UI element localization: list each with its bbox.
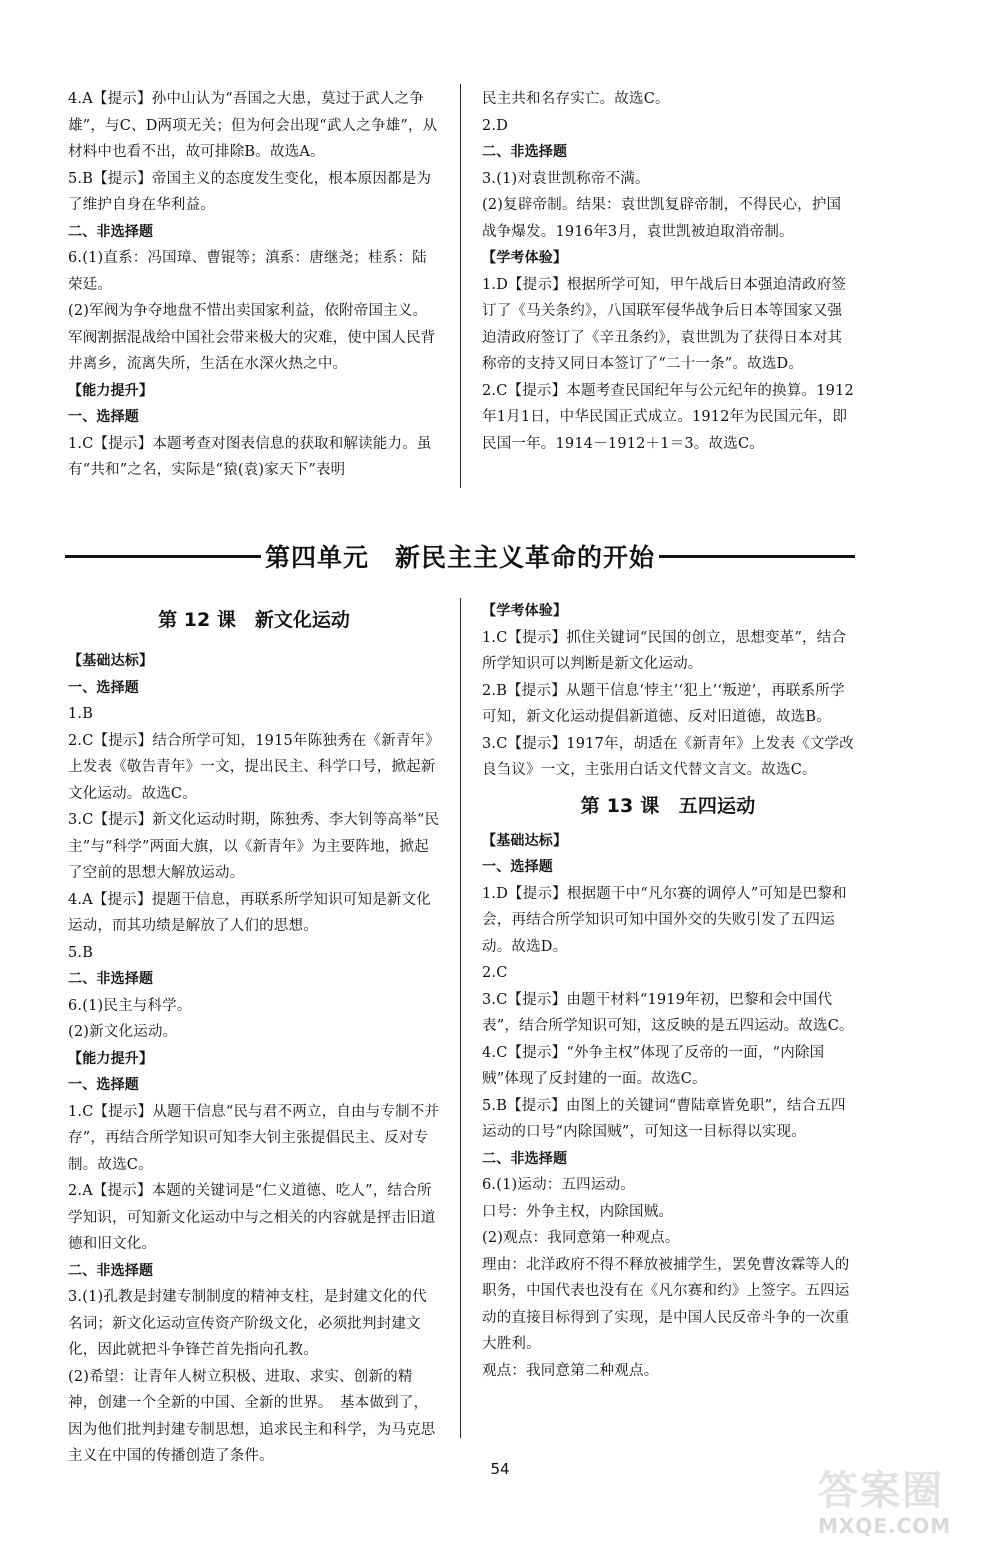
bottom-right-section-a [482,598,854,784]
answer-paragraph: 5.B [68,944,94,961]
section-heading: 二、非选择题 [68,223,154,240]
answer-paragraph: 4.C【提示】“外争主权”体现了反帝的一面，“内除国贼”体现了反封建的一面。故选C。 [482,1044,825,1087]
section-heading: 一、选择题 [68,409,139,425]
column-divider-bottom [460,598,461,1438]
answer-paragraph: 口号：外争主权，内除国贼。 [482,1203,674,1220]
answer-paragraph: 2.C【提示】本题考查民国纪年与公元纪年的换算。1912年1月1日，中华民国正式成立。1912年为民国元年，即民国一年。1914－1912＋1＝3。故选C。 [482,382,854,452]
answer-paragraph: 1.D【提示】根据题干中“凡尔赛的调停人”可知是巴黎和会，再结合所学知识可知中国外交的失败引发了五四运动。故选D。 [482,885,847,955]
section-heading: 【基础达标】 [482,832,568,849]
watermark-domain: MXQE.COM [818,1514,952,1538]
page-number: 54 [490,1460,510,1478]
section-heading: 二、非选择题 [482,144,568,160]
answer-paragraph: 1.D【提示】根据所学可知，甲午战后日本强迫清政府签订了《马关条约》，八国联军侵华战争后日本等国家又强迫清政府签订了《辛丑条约》，袁世凯为了获得日本对其称帝的支持又同日本签订了“二十一条”。故选D。 [482,276,847,372]
answer-paragraph: 1.C【提示】抓住关键词“民国的创立，思想变革”，结合所学知识可以判断是新文化运动。 [482,629,847,672]
answer-paragraph: 3.C【提示】1917年，胡适在《新青年》上发表《文学改良刍议》一文，主张用白话文代替文言文。故选C。 [482,735,854,778]
unit-title: 第四单元 新民主主义革命的开始 [265,543,656,572]
answer-paragraph: 2.D [482,117,509,134]
lesson-13-title: 第 13 课 五四运动 [580,794,756,817]
bottom-left-column [68,648,440,1470]
answer-paragraph: 2.B【提示】从题干信息‘悖主’‘犯上’‘叛逆’，再联系所学可知，新文化运动提倡新道德、反对旧道德，故选B。 [482,682,845,725]
answer-paragraph: 5.B【提示】帝国主义的态度发生变化，根本原因都是为了维护自身在华利益。 [68,170,432,213]
answer-paragraph: 6.(1)运动：五四运动。 [482,1177,635,1193]
section-heading: 【能力提升】 [68,382,154,399]
answer-paragraph: (2)观点：我同意第一种观点。 [482,1230,680,1246]
answer-paragraph: 观点：我同意第二种观点。 [482,1362,659,1379]
answer-paragraph: 民主共和名存实亡。故选C。 [482,91,670,107]
section-heading: 【学考体验】 [482,250,568,266]
answer-paragraph: 6.(1)直系：冯国璋、曹锟等；滇系：唐继尧；桂系：陆荣廷。 [68,250,427,293]
answer-paragraph: (2)复辟帝制。结果：袁世凯复辟帝制，不得民心，护国战争爆发。1916年3月，袁世凯被迫取消帝制。 [482,197,842,240]
watermark-logo-text: 答案圈 [818,1468,944,1514]
answer-paragraph: 3.(1)对袁世凯称帝不满。 [482,170,650,187]
answer-paragraph: 2.C【提示】结合所学可知，1915年陈独秀在《新青年》上发表《敬告青年》一文，提出民主、科学口号，掀起新文化运动。故选C。 [68,732,440,802]
section-heading: 一、选择题 [68,1077,139,1093]
bottom-right-column [482,598,854,1384]
answer-paragraph: 5.B【提示】由图上的关键词“曹陆章皆免职”，结合五四运动的口号“内除国贼”，可知这一目标得以实现。 [482,1097,846,1140]
banner-rule-right [659,555,855,558]
answer-paragraph: 1.B [68,706,94,722]
section-heading: 一、选择题 [68,679,139,696]
answer-paragraph: (2)军阀为争夺地盘不惜出卖国家利益，依附帝国主义。军阀割据混战给中国社会带来极大的灾难，使中国人民背井离乡，流离失所，生活在水深火热之中。 [68,303,436,372]
lesson-12-title: 第 12 课 新文化运动 [158,609,350,631]
answer-paragraph: 6.(1)民主与科学。 [68,997,192,1014]
answer-paragraph: (2)希望：让青年人树立积极、进取、求实、创新的精神，创建一个全新的中国、全新的世界。 基本做到了，因为他们批判封建专制思想，追求民主和科学，为马克思主义在中国的传播创造了条件。 [68,1368,436,1464]
answer-paragraph: 3.C【提示】由题干材料“1919年初，巴黎和会中国代表”，结合所学知识可知，这反映的是五四运动。故选C。 [482,991,854,1034]
section-heading: 二、非选择题 [482,1150,568,1167]
unit-banner [65,538,855,574]
section-heading: 【学考体验】 [482,603,568,619]
answer-paragraph: 理由：北洋政府不得不释放被捕学生，罢免曹汝霖等人的职务，中国代表也没有在《凡尔赛和约》上签字。五四运动的直接目标得到了实现，是中国人民反帝斗争的一次重大胜利。 [482,1256,850,1352]
answer-paragraph: 1.C【提示】从题干信息“民与君不两立，自由与专制不并存”，再结合所学知识可知李大钊主张提倡民主、反对专制。故选C。 [68,1103,440,1173]
banner-rule-left [65,555,261,558]
answer-paragraph: 3.(1)孔教是封建专制制度的精神支柱，是封建文化的代名词；新文化运动宣传资产阶级文化，必须批判封建文化，因此就把斗争锋芒首先指向孔教。 [68,1289,427,1358]
section-heading: 【基础达标】 [68,653,154,669]
answer-paragraph: 2.A【提示】本题的关键词是“仁义道德、吃人”，结合所学知识，可知新文化运动中与之相关的内容就是抨击旧道德和旧文化。 [68,1183,436,1252]
section-heading: 二、非选择题 [68,971,154,987]
watermark-logo [818,1468,988,1546]
top-right-column [482,86,854,457]
section-heading: 一、选择题 [482,859,553,875]
answer-paragraph: 4.A【提示】孙中山认为“吾国之大患，莫过于武人之争雄”，与C、D两项无关；但为何会出现“武人之争雄”，从材料中也看不出，故可排除B。故选A。 [68,91,438,160]
answer-paragraph: (2)新文化运动。 [68,1024,178,1040]
answer-paragraph: 2.C [482,965,508,981]
bottom-right-section-b [482,828,854,1385]
section-heading: 【能力提升】 [68,1050,154,1067]
answer-paragraph: 3.C【提示】新文化运动时期，陈独秀、李大钊等高举“民主”与“科学”两面大旗，以《新青年》为主要阵地，掀起了空前的思想大解放运动。 [68,812,440,881]
top-left-column [68,86,440,484]
section-heading: 二、非选择题 [68,1262,154,1279]
column-divider-top [460,84,461,488]
answer-paragraph: 1.C【提示】本题考查对图表信息的获取和解读能力。虽有“共和”之名，实际是“猿(袁)家天下”表明 [68,435,432,478]
answer-paragraph: 4.A【提示】提题干信息，再联系所学知识可知是新文化运动，而其功绩是解放了人们的思想。 [68,891,432,934]
